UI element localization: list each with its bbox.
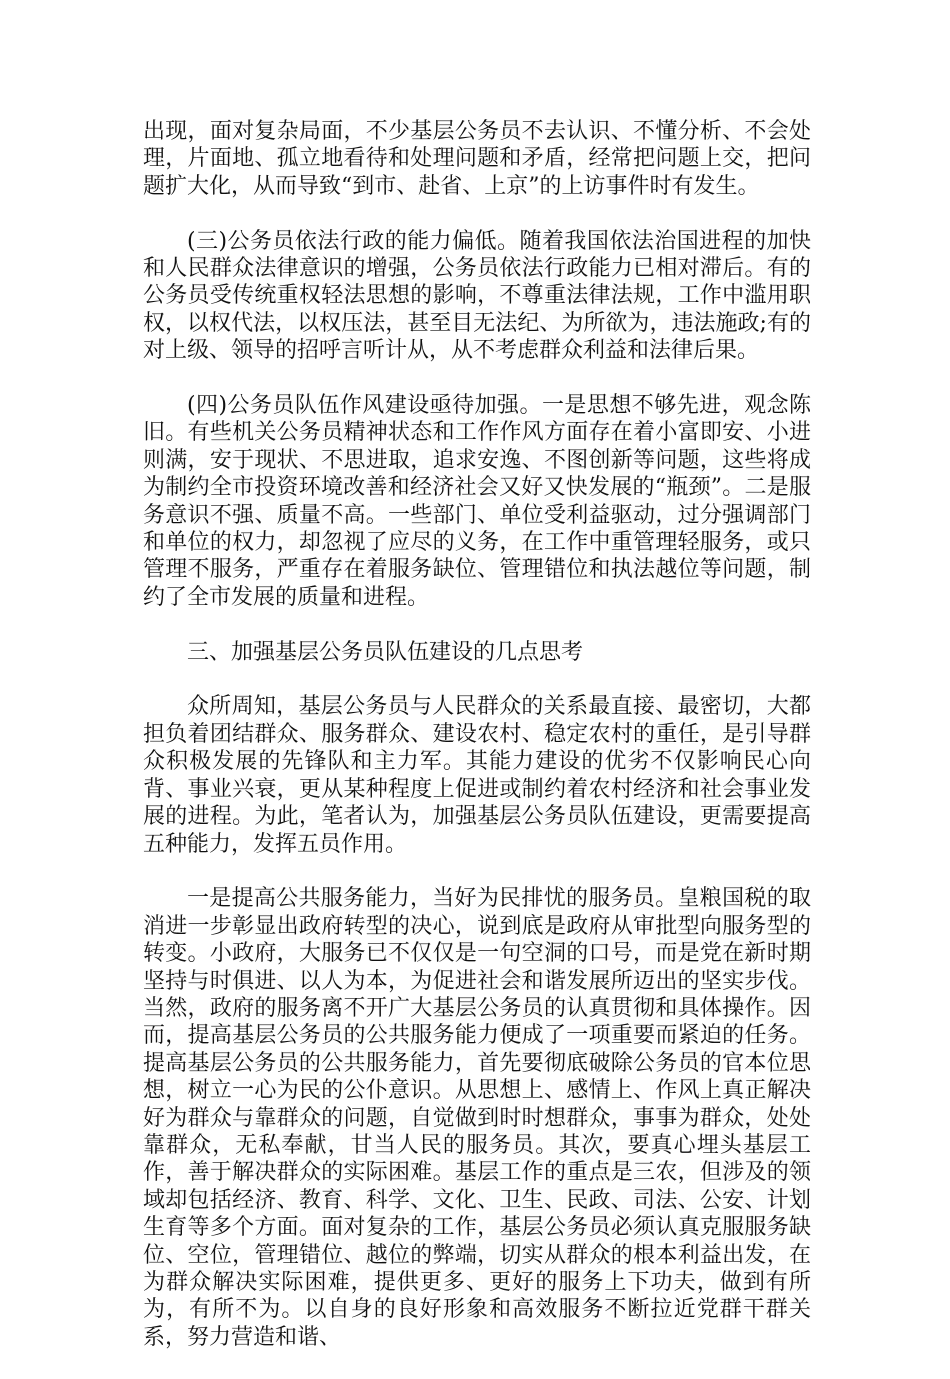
paragraph-section-three: (三)公务员依法行政的能力偏低。随着我国依法治国进程的加快和人民群众法律意识的增强，公务员依法行政能力已相对滞后。有的公务员受传统重权轻法思想的影响，不尊重法律法规，工作中滥用职权，以权代法，以权压法，甚至目无法纪、为所欲为，违法施政;有的对上级、领导的招呼言听计从，从不考虑群众利益和法律后果。 [143, 228, 811, 364]
paragraph-section-four: (四)公务员队伍作风建设亟待加强。一是思想不够先进，观念陈旧。有些机关公务员精神状态和工作作风方面存在着小富即安、小进则满，安于现状、不思进取，追求安逸、不图创新等问题，这些将成为制约全市投资环境改善和经济社会又好又快发展的“瓶颈”。二是服务意识不强、质量不高。一些部门、单位受利益驱动，过分强调部门和单位的权力，却忽视了应尽的义务，在工作中重管理轻服务，或只管理不服务，严重存在着服务缺位、管理错位和执法越位等问题，制约了全市发展的质量和进程。 [143, 393, 811, 610]
paragraph-intro: 众所周知，基层公务员与人民群众的关系最直接、最密切，大都担负着团结群众、服务群众、建设农村、稳定农村的重任，是引导群众积极发展的先锋队和主力军。其能力建设的优劣不仅影响民心向背、事业兴衰，更从某种程度上促进或制约着农村经济和社会事业发展的进程。为此，笔者认为，加强基层公务员队伍建设，更需要提高五种能力，发挥五员作用。 [143, 694, 811, 857]
paragraph-point-one: 一是提高公共服务能力，当好为民排忧的服务员。皇粮国税的取消进一步彰显出政府转型的决心，说到底是政府从审批型向服务型的转变。小政府，大服务已不仅仅是一句空洞的口号，而是党在新时期坚持与时俱进、以人为本，为促进社会和谐发展所迈出的坚实步伐。当然，政府的服务离不开广大基层公务员的认真贯彻和具体操作。因而，提高基层公务员的公共服务能力便成了一项重要而紧迫的任务。提高基层公务员的公共服务能力，首先要彻底破除公务员的官本位思想，树立一心为民的公仆意识。从思想上、感情上、作风上真正解决好为群众与靠群众的问题，自觉做到时时想群众，事事为群众，处处靠群众，无私奉献，甘当人民的服务员。其次，要真心埋头基层工作，善于解决群众的实际困难。基层工作的重点是三农，但涉及的领域却包括经济、教育、科学、文化、卫生、民政、司法、公安、计划生育等多个方面。面对复杂的工作，基层公务员必须认真克服服务缺位、空位，管理错位、越位的弊端，切实从群众的根本利益出发，在为群众解决实际困难，提供更多、更好的服务上下功夫，做到有所为，有所不为。以自身的良好形象和高效服务不断拉近党群干群关系，努力营造和谐、 [143, 886, 811, 1350]
section-heading: 三、加强基层公务员队伍建设的几点思考 [187, 639, 584, 665]
paragraph-continuation: 出现，面对复杂局面，不少基层公务员不去认识、不懂分析、不会处理，片面地、孤立地看待和处理问题和矛盾，经常把问题上交，把问题扩大化，从而导致“到市、赴省、上京”的上访事件时有发生。 [143, 119, 811, 199]
document-page [143, 118, 811, 1379]
